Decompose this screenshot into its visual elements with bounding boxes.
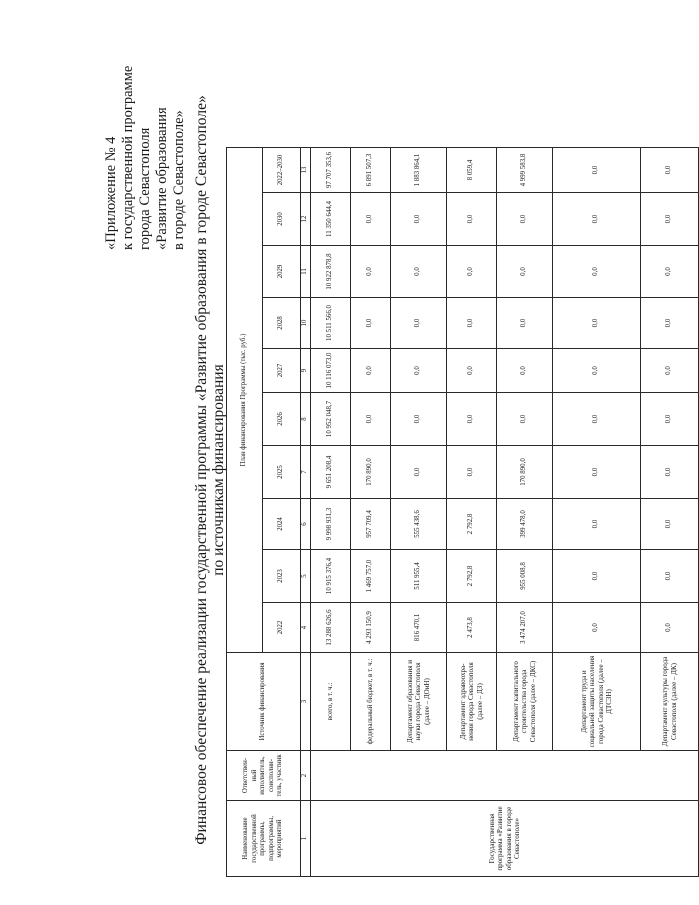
source-cell: всего, в т. ч.: bbox=[311, 653, 351, 751]
value-cell: 0,0 bbox=[447, 349, 497, 393]
value-cell: 0,0 bbox=[641, 603, 699, 653]
value-cell: 511 955,4 bbox=[391, 550, 447, 603]
header-year: 2026 bbox=[263, 393, 301, 446]
value-cell: 0,0 bbox=[497, 393, 553, 446]
value-cell: 10 915 376,4 bbox=[311, 550, 351, 603]
title-line-2: по источникам финансирования bbox=[210, 364, 227, 576]
header-year: 2022–2030 bbox=[263, 148, 301, 193]
value-cell: 170 890,0 bbox=[351, 446, 391, 499]
appendix-line: города Севастополя bbox=[137, 127, 153, 250]
appendix-line: в городе Севастополе» bbox=[171, 110, 187, 250]
source-cell: Департамент капитального строительства города Севастополя (далее – ДКС) bbox=[497, 653, 553, 751]
document-title bbox=[193, 55, 227, 885]
value-cell: 0,0 bbox=[497, 246, 553, 298]
table-row bbox=[311, 148, 351, 877]
column-number-row bbox=[301, 148, 311, 877]
value-cell: 0,0 bbox=[641, 446, 699, 499]
column-number: 2 bbox=[301, 751, 311, 801]
source-cell: Департамент труда и социальной защиты населения города Севастополя (далее – ДТСЗН) bbox=[553, 653, 641, 751]
appendix-note bbox=[103, 35, 188, 250]
value-cell: 9 651 208,4 bbox=[311, 446, 351, 499]
value-cell: 0,0 bbox=[447, 446, 497, 499]
value-cell: 0,0 bbox=[553, 393, 641, 446]
header-year: 2024 bbox=[263, 499, 301, 550]
appendix-line: «Приложение № 4 bbox=[103, 136, 119, 250]
value-cell: 8 059,4 bbox=[447, 148, 497, 193]
value-cell: 955 008,8 bbox=[497, 550, 553, 603]
column-number: 3 bbox=[301, 653, 311, 751]
header-year: 2029 bbox=[263, 246, 301, 298]
value-cell: 1 883 864,1 bbox=[391, 148, 447, 193]
value-cell: 0,0 bbox=[351, 246, 391, 298]
value-cell: 0,0 bbox=[641, 550, 699, 603]
value-cell: 10 952 048,7 bbox=[311, 393, 351, 446]
value-cell: 0,0 bbox=[553, 148, 641, 193]
value-cell: 2 792,8 bbox=[447, 499, 497, 550]
header-year: 2027 bbox=[263, 349, 301, 393]
value-cell: 816 470,1 bbox=[391, 603, 447, 653]
value-cell: 0,0 bbox=[641, 393, 699, 446]
value-cell: 0,0 bbox=[497, 298, 553, 349]
value-cell: 4 293 150,9 bbox=[351, 603, 391, 653]
source-cell: Департамент культуры города Севастополя (далее – ДК) bbox=[641, 653, 699, 751]
value-cell: 0,0 bbox=[351, 349, 391, 393]
column-number: 4 bbox=[301, 603, 311, 653]
value-cell: 0,0 bbox=[553, 349, 641, 393]
title-line-1: Финансовое обеспечение реализации государственной программы «Развитие образования в городе Севастополе» bbox=[193, 95, 210, 845]
value-cell: 13 288 626,6 bbox=[311, 603, 351, 653]
source-cell: Департамент здравоохра-нения города Севастополя (далее – ДЗ) bbox=[447, 653, 497, 751]
appendix-line: к государственной программе bbox=[120, 65, 136, 250]
value-cell: 0,0 bbox=[391, 193, 447, 246]
value-cell: 0,0 bbox=[447, 298, 497, 349]
value-cell: 2 473,8 bbox=[447, 603, 497, 653]
value-cell: 0,0 bbox=[553, 550, 641, 603]
source-cell: федеральный бюджет, в т. ч.: bbox=[351, 653, 391, 751]
value-cell: 1 469 757,0 bbox=[351, 550, 391, 603]
value-cell: 0,0 bbox=[391, 246, 447, 298]
value-cell: 0,0 bbox=[641, 193, 699, 246]
column-number: 9 bbox=[301, 349, 311, 393]
value-cell: 0,0 bbox=[641, 298, 699, 349]
value-cell: 0,0 bbox=[497, 193, 553, 246]
program-name-cell: Государственная программа «Развитие образования в городе Севастополе» bbox=[311, 801, 699, 877]
header-year: 2025 bbox=[263, 446, 301, 499]
value-cell: 0,0 bbox=[391, 393, 447, 446]
value-cell: 0,0 bbox=[641, 499, 699, 550]
value-cell: 0,0 bbox=[391, 446, 447, 499]
value-cell: 2 792,8 bbox=[447, 550, 497, 603]
value-cell: 4 999 583,8 bbox=[497, 148, 553, 193]
column-number: 5 bbox=[301, 550, 311, 603]
column-number: 7 bbox=[301, 446, 311, 499]
column-number: 12 bbox=[301, 193, 311, 246]
column-number: 1 bbox=[301, 801, 311, 877]
column-number: 13 bbox=[301, 148, 311, 193]
column-number: 8 bbox=[301, 393, 311, 446]
column-number: 6 bbox=[301, 499, 311, 550]
value-cell: 10 116 073,0 bbox=[311, 349, 351, 393]
value-cell: 0,0 bbox=[447, 193, 497, 246]
header-plan: План финансирования Программы (тыс. руб.) bbox=[227, 148, 263, 653]
source-cell: Департамент образования и науки города Севастополя (далее – ДОиН) bbox=[391, 653, 447, 751]
value-cell: 170 890,0 bbox=[497, 446, 553, 499]
value-cell: 555 438,6 bbox=[391, 499, 447, 550]
value-cell: 0,0 bbox=[553, 298, 641, 349]
value-cell: 0,0 bbox=[553, 193, 641, 246]
executor-cell bbox=[311, 751, 699, 801]
value-cell: 0,0 bbox=[447, 393, 497, 446]
value-cell: 10 511 566,0 bbox=[311, 298, 351, 349]
value-cell: 11 350 644,4 bbox=[311, 193, 351, 246]
value-cell: 0,0 bbox=[553, 603, 641, 653]
value-cell: 0,0 bbox=[351, 298, 391, 349]
column-number: 10 bbox=[301, 298, 311, 349]
value-cell: 9 998 931,3 bbox=[311, 499, 351, 550]
value-cell: 6 891 507,3 bbox=[351, 148, 391, 193]
value-cell: 97 707 353,6 bbox=[311, 148, 351, 193]
value-cell: 0,0 bbox=[447, 246, 497, 298]
value-cell: 0,0 bbox=[391, 298, 447, 349]
header-year: 2022 bbox=[263, 603, 301, 653]
header-year: 2028 bbox=[263, 298, 301, 349]
value-cell: 0,0 bbox=[553, 446, 641, 499]
value-cell: 0,0 bbox=[641, 148, 699, 193]
appendix-line: «Развитие образования bbox=[154, 107, 170, 250]
value-cell: 957 709,4 bbox=[351, 499, 391, 550]
header-executor: Ответствен-ный исполнитель, соисполни-тель, участник bbox=[227, 751, 301, 801]
column-number: 11 bbox=[301, 246, 311, 298]
value-cell: 0,0 bbox=[391, 349, 447, 393]
value-cell: 0,0 bbox=[351, 393, 391, 446]
value-cell: 0,0 bbox=[351, 193, 391, 246]
header-name: Наименование государственной программы, подпрограммы, мероприятий bbox=[227, 801, 301, 877]
header-source: Источник финансирования bbox=[227, 653, 301, 751]
value-cell: 3 474 207,0 bbox=[497, 603, 553, 653]
value-cell: 399 478,0 bbox=[497, 499, 553, 550]
value-cell: 0,0 bbox=[641, 349, 699, 393]
value-cell: 0,0 bbox=[553, 246, 641, 298]
value-cell: 10 922 878,8 bbox=[311, 246, 351, 298]
header-year: 2023 bbox=[263, 550, 301, 603]
value-cell: 0,0 bbox=[553, 499, 641, 550]
financing-table bbox=[226, 147, 699, 877]
value-cell: 0,0 bbox=[641, 246, 699, 298]
header-year: 2030 bbox=[263, 193, 301, 246]
value-cell: 0,0 bbox=[497, 349, 553, 393]
